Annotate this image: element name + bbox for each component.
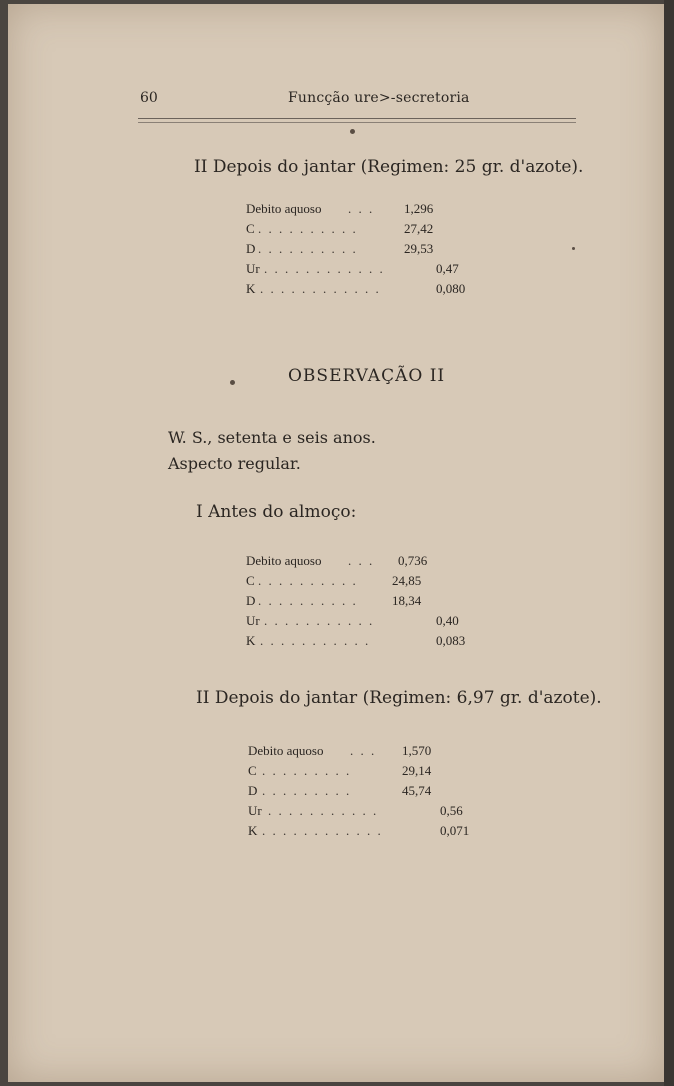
- row-label: C: [248, 763, 257, 778]
- ink-spot: [350, 129, 355, 134]
- observation-title: OBSERVAÇÃO II: [288, 366, 446, 386]
- ink-spot: [572, 247, 575, 250]
- table-row: [246, 219, 506, 239]
- table-row: [246, 611, 506, 631]
- table-row: [246, 239, 506, 259]
- table-row: [246, 259, 506, 279]
- aspect-line: Aspecto regular.: [168, 454, 301, 473]
- table-row: [246, 571, 506, 591]
- leader-dots: . . . . . . . . . . . .: [264, 261, 385, 276]
- row-value: 0,736: [398, 553, 428, 568]
- row-label: K: [246, 633, 256, 648]
- row-value: 1,296: [404, 201, 434, 216]
- row-label: C: [246, 221, 255, 236]
- table-row: [246, 279, 506, 299]
- leader-dots: . . . . . . . . .: [262, 763, 352, 778]
- subject-line: W. S., setenta e seis anos.: [168, 428, 376, 447]
- leader-dots: . . .: [350, 743, 377, 758]
- table-row: [248, 741, 508, 761]
- row-label: D: [246, 241, 256, 256]
- row-value: 0,080: [436, 281, 466, 296]
- page-edge: [664, 0, 674, 1086]
- table-row: [246, 591, 506, 611]
- table-row: [246, 631, 506, 651]
- row-label: Ur: [246, 261, 260, 276]
- row-value: 29,14: [402, 763, 432, 778]
- leader-dots: . . . . . . . . . .: [258, 241, 358, 256]
- row-value: 27,42: [404, 221, 434, 236]
- row-value: 0,083: [436, 633, 466, 648]
- data-table: [246, 199, 506, 299]
- leader-dots: . . . . . . . . . . . .: [262, 823, 383, 838]
- row-label: Debito aquoso: [246, 201, 322, 216]
- table-row: [246, 199, 506, 219]
- ink-spot: [230, 380, 235, 385]
- leader-dots: . . . . . . . . . . .: [264, 613, 375, 628]
- section-heading: I Antes do almoço:: [196, 502, 357, 522]
- book-page: [8, 4, 664, 1082]
- table-row: [248, 781, 508, 801]
- leader-dots: . . .: [348, 201, 375, 216]
- row-value: 24,85: [392, 573, 422, 588]
- row-label: Ur: [248, 803, 262, 818]
- table-row: [248, 801, 508, 821]
- row-label: K: [248, 823, 258, 838]
- leader-dots: . . . . . . . . . . .: [268, 803, 379, 818]
- section-heading: II Depois do jantar (Regimen: 25 gr. d'azote).: [194, 157, 584, 177]
- row-value: 0,56: [440, 803, 463, 818]
- row-label: D: [248, 783, 258, 798]
- section-heading: II Depois do jantar (Regimen: 6,97 gr. d'azote).: [196, 688, 602, 708]
- row-value: 0,40: [436, 613, 459, 628]
- row-value: 0,071: [440, 823, 470, 838]
- header-rule: [138, 118, 576, 119]
- row-label: C: [246, 573, 255, 588]
- row-label: Ur: [246, 613, 260, 628]
- leader-dots: . . . . . . . . .: [262, 783, 352, 798]
- leader-dots: . . . . . . . . . . . .: [260, 281, 381, 296]
- row-label: K: [246, 281, 256, 296]
- row-value: 29,53: [404, 241, 434, 256]
- data-table: [246, 551, 506, 651]
- leader-dots: . . .: [348, 553, 375, 568]
- leader-dots: . . . . . . . . . .: [258, 573, 358, 588]
- leader-dots: . . . . . . . . . . .: [260, 633, 371, 648]
- table-row: [248, 821, 508, 841]
- row-label: D: [246, 593, 256, 608]
- running-header: [140, 90, 576, 112]
- leader-dots: . . . . . . . . . .: [258, 221, 358, 236]
- row-label: Debito aquoso: [248, 743, 324, 758]
- running-title: Funcção ure>-secretoria: [288, 90, 470, 106]
- row-value: 0,47: [436, 261, 459, 276]
- table-row: [246, 551, 506, 571]
- row-value: 1,570: [402, 743, 432, 758]
- data-table: [248, 741, 508, 841]
- row-value: 18,34: [392, 593, 422, 608]
- header-rule: [138, 122, 576, 123]
- table-row: [248, 761, 508, 781]
- page-number: 60: [140, 90, 158, 106]
- row-label: Debito aquoso: [246, 553, 322, 568]
- row-value: 45,74: [402, 783, 432, 798]
- leader-dots: . . . . . . . . . .: [258, 593, 358, 608]
